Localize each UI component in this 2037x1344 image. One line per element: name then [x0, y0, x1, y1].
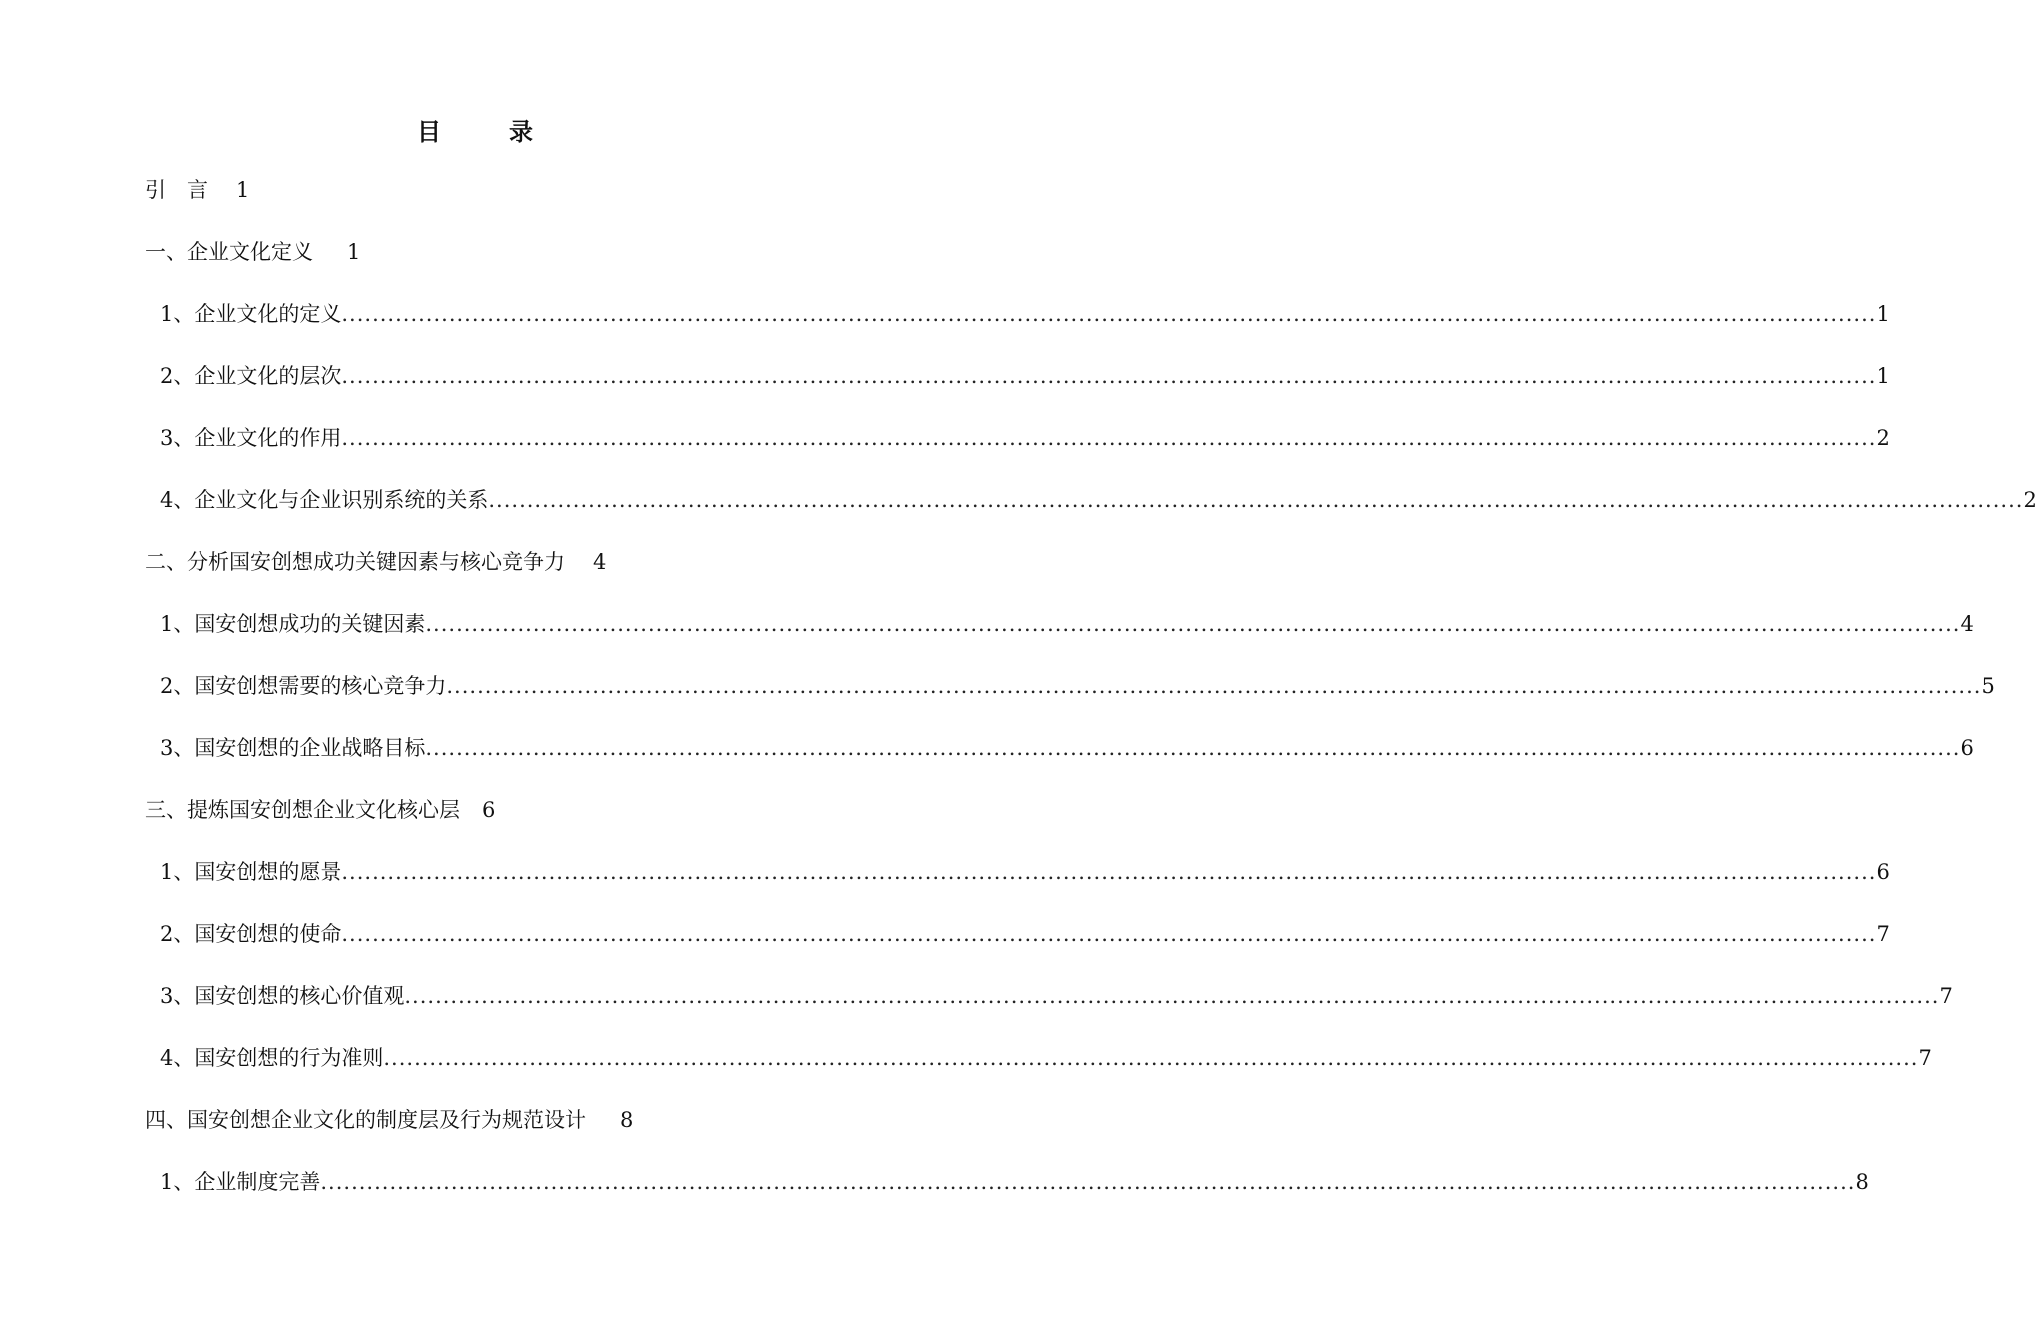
toc-section-entry[interactable] — [145, 542, 803, 582]
toc-dot-leader: ........................................................................................................................................................................................................ — [341, 364, 1877, 388]
toc-page-number: 4 — [593, 550, 607, 574]
toc-dot-leader: ........................................................................................................................................................................................................ — [341, 922, 1877, 946]
toc-subsection-entry[interactable] — [160, 728, 1974, 768]
toc-subsection-entry[interactable] — [160, 418, 1890, 458]
toc-subsection-entry[interactable] — [160, 294, 1890, 334]
toc-entry-label: 1、国安创想的愿景 — [160, 860, 342, 884]
toc-entry-label: 3、企业文化的作用 — [160, 426, 342, 450]
toc-subsection-entry[interactable] — [160, 604, 1974, 644]
toc-entry-label: 一、企业文化定义 — [145, 240, 313, 264]
toc-page-number: 2 — [1876, 426, 1890, 450]
toc-entry-label: 4、国安创想的行为准则 — [160, 1046, 384, 1070]
toc-page-number: 8 — [1855, 1170, 1869, 1194]
toc-page-number: 6 — [1876, 860, 1890, 884]
toc-page-number: 1 — [1876, 302, 1890, 326]
toc-subsection-entry[interactable] — [160, 356, 1890, 396]
toc-entry-label: 引 言 — [145, 178, 208, 202]
toc-section-entry[interactable] — [145, 170, 803, 210]
toc-page-number: 7 — [1918, 1046, 1932, 1070]
toc-dot-leader: ........................................................................................................................................................................................................ — [383, 1046, 1919, 1070]
toc-page-number: 6 — [1960, 736, 1974, 760]
toc-entry-label: 3、国安创想的核心价值观 — [160, 984, 405, 1008]
toc-page-number: 1 — [1876, 364, 1890, 388]
toc-entry-label: 2、国安创想的使命 — [160, 922, 342, 946]
toc-dot-leader: ........................................................................................................................................................................................................ — [425, 612, 1961, 636]
toc-page-number: 7 — [1876, 922, 1890, 946]
toc-dot-leader: ........................................................................................................................................................................................................ — [446, 674, 1982, 698]
toc-entry-label: 四、国安创想企业文化的制度层及行为规范设计 — [145, 1108, 586, 1132]
toc-subsection-entry[interactable] — [160, 852, 1890, 892]
toc-entry-label: 4、企业文化与企业识别系统的关系 — [160, 488, 489, 512]
toc-dot-leader: ........................................................................................................................................................................................................ — [404, 984, 1940, 1008]
toc-page-number: 6 — [482, 798, 496, 822]
toc-subsection-entry[interactable] — [160, 666, 1995, 706]
toc-entry-label: 1、国安创想成功的关键因素 — [160, 612, 426, 636]
toc-entry-label: 1、企业文化的定义 — [160, 302, 342, 326]
toc-page-number: 1 — [347, 240, 361, 264]
toc-page-number: 4 — [1960, 612, 1974, 636]
toc-section-entry[interactable] — [145, 1100, 803, 1140]
toc-dot-leader: ........................................................................................................................................................................................................ — [425, 736, 1961, 760]
toc-subsection-entry[interactable] — [160, 1162, 1869, 1202]
toc-section-entry[interactable] — [145, 232, 803, 272]
toc-entry-label: 二、分析国安创想成功关键因素与核心竞争力 — [145, 550, 565, 574]
toc-page-number: 7 — [1939, 984, 1953, 1008]
toc-page-number: 8 — [620, 1108, 634, 1132]
toc-dot-leader: ........................................................................................................................................................................................................ — [488, 488, 2024, 512]
toc-dot-leader: ........................................................................................................................................................................................................ — [341, 302, 1877, 326]
toc-dot-leader: ........................................................................................................................................................................................................ — [341, 860, 1877, 884]
toc-page-number: 5 — [1981, 674, 1995, 698]
toc-title: 目 录 — [417, 117, 555, 146]
toc-subsection-entry[interactable] — [160, 914, 1890, 954]
toc-entry-label: 1、企业制度完善 — [160, 1170, 321, 1194]
toc-entry-label: 2、企业文化的层次 — [160, 364, 342, 388]
toc-entry-label: 3、国安创想的企业战略目标 — [160, 736, 426, 760]
toc-subsection-entry[interactable] — [160, 976, 1953, 1016]
toc-entry-label: 2、国安创想需要的核心竞争力 — [160, 674, 447, 698]
toc-dot-leader: ........................................................................................................................................................................................................ — [341, 426, 1877, 450]
toc-page-number: 2 — [2023, 488, 2037, 512]
toc-subsection-entry[interactable] — [160, 480, 2037, 520]
toc-dot-leader: ........................................................................................................................................................................................................ — [320, 1170, 1856, 1194]
toc-subsection-entry[interactable] — [160, 1038, 1932, 1078]
toc-entry-label: 三、提炼国安创想企业文化核心层 — [145, 798, 460, 822]
toc-section-entry[interactable] — [145, 790, 803, 830]
toc-page-number: 1 — [236, 178, 250, 202]
